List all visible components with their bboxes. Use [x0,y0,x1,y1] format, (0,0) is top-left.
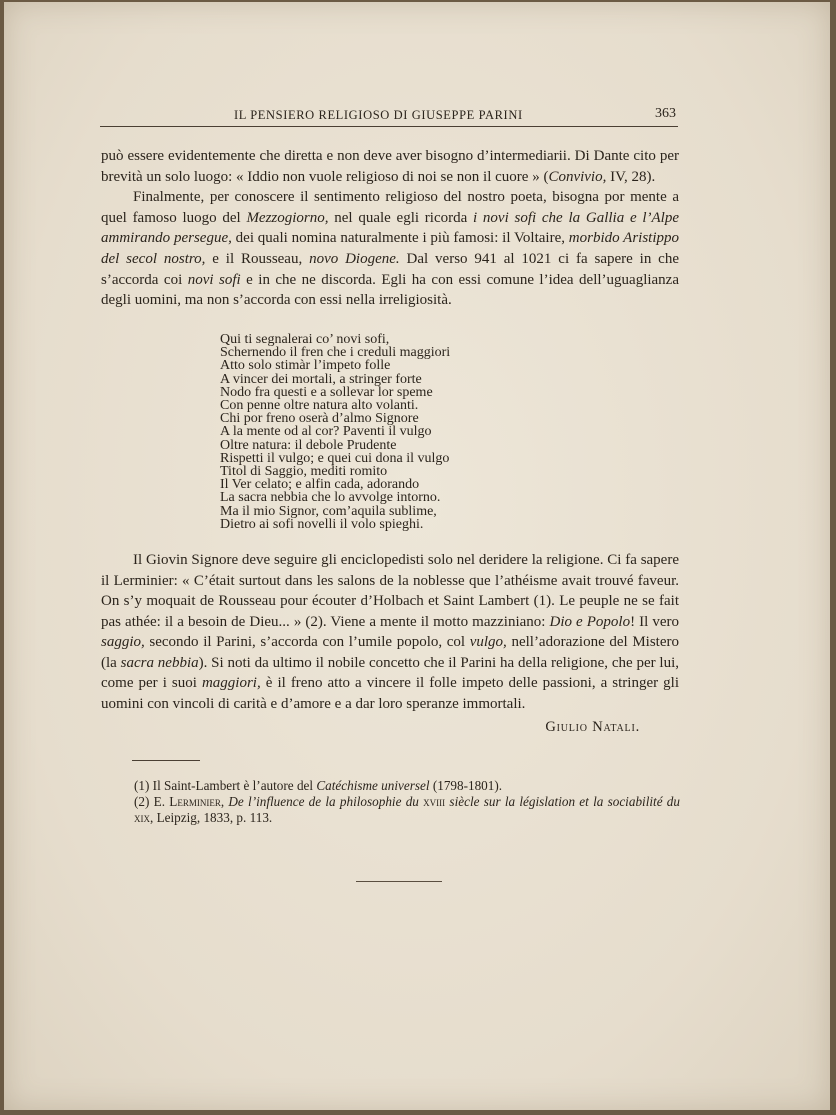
poem-line: Atto solo stimàr l’impeto folle [220,358,391,374]
poem-line: Ma il mio Signor, com’aquila sublime, [220,503,437,519]
author-name: Lerminier, [169,794,225,809]
italic-run: vulgo, [469,634,507,650]
running-header [100,106,678,127]
poem-line: Schernendo il fren che i creduli maggiori [220,345,451,361]
poem-line: Con penne oltre natura alto volanti. [220,398,419,414]
italic-run: novi sofi [187,271,241,288]
text-run: nel quale egli ricorda [328,209,474,226]
text-run: ). Si noti da ultimo il nobile concetto che il Parini ha della religione, che per lui, come per i suoi [101,654,679,691]
poem-quote [220,333,540,531]
poem-line: Titol di Saggio, mediti romito [220,464,388,480]
text-run: ! Il vero [630,613,679,630]
italic-run: morbido Aristippo del secol nostro, [101,230,679,267]
italic-run: saggio, [101,634,145,650]
italic-run: i novi sofi che la Gallia e l’Alpe ammirando persegue, [101,209,679,247]
book-page [4,2,830,1110]
body-text-continued [101,550,679,714]
author-signature: Giulio Natali. [545,719,640,735]
text-run: (1798-1801). [429,778,503,793]
text-run: e in che ne discorda. Egli ha con essi comune l’idea dell’uguaglianza degli uomini, ma non s’accorda con essi nella irreligiosità. [101,271,679,309]
running-title: IL PENSIERO RELIGIOSO DI GIUSEPPE PARINI [234,108,523,122]
poem-line: Chi por freno oserà d’almo Signore [220,411,419,427]
poem-line: La sacra nebbia che lo avvolge intorno. [220,490,441,506]
poem-line: Il Ver celato; e alfin cada, adorando [220,477,420,493]
footnote-1 [120,778,680,794]
end-divider [356,881,442,882]
text-run: Finalmente, per conoscere il sentimento religioso del nostro poeta, bisogna por mente a quel famoso luogo del [101,189,679,226]
paragraph-2 [101,187,679,311]
text-run: Il Giovin Signore deve seguire gli enciclopedisti solo nel deridere la religione. Ci fa sapere il Lerminier: « C’était surtout dans les salons de la noblesse que l’athéisme avait trouvé faveur. On s’y moquait de Rousseau pour écouter d’Holbach et Saint Lambert (1). Le peuple ne se fait pas athée: il a besoin de Dieu... » (2). Viene a mente il motto mazziniano: [101,552,679,630]
italic-run: Convivio, [548,168,607,185]
italic-run: Mezzogiorno, [246,209,329,226]
footnote-divider [132,760,200,761]
page-number: 363 [655,106,676,121]
poem-line: Qui ti segnalerai co’ novi sofi, [220,332,390,347]
poem-line: Rispetti il vulgo; e quei cui dona il vulgo [220,450,450,466]
italic-run: sacra nebbia [120,654,199,671]
text-run: nell’adorazione del Mistero (la [101,634,679,671]
italic-run: novo Diogene. [309,250,400,267]
poem-line: Oltre natura: il debole Prudente [220,437,397,453]
paragraph-3 [101,550,679,714]
text-run: Dal verso 941 al 1021 ci fa sapere in che s’accorda coi [101,250,679,288]
text-run: dei quali nomina naturalmente i più famosi: il Voltaire, [231,230,569,247]
poem-line: Nodo fra questi e a sollevar lor speme [220,384,433,400]
roman-numeral: xviii [423,794,446,809]
text-run: è il freno atto a vincere il folle impeto delle passioni, a stringer gli uomini con vincoli di carità e d’amore e a dar loro speranze immortali. [101,675,679,712]
roman-numeral: xix, [134,810,154,825]
text-run: secondo il Parini, s’accorda con l’umile popolo, col [144,634,470,650]
poem-line: Dietro ai sofi novelli il volo spieghi. [220,516,424,532]
text-run: (1) Il Saint-Lambert è l’autore del [134,778,317,793]
italic-run: Dio e Popolo [549,613,631,630]
italic-run: siècle sur la législation et la sociabilité du [445,794,680,809]
body-text [101,146,679,311]
text-run: può essere evidentemente che diretta e non deve aver bisogno d’intermediarii. Di Dante cito per brevità un solo luogo: « Iddio non vuole religioso di noi se non il cuore » ( [101,148,679,185]
poem-line: A la mente od al cor? Paventi il vulgo [220,424,432,440]
footnote-2 [120,794,680,826]
italic-run: maggiori, [201,675,261,691]
text-run: (2) E. [134,794,170,809]
italic-run: Catéchisme universel [316,778,430,793]
italic-run: De l’influence de la philosophie du [224,794,424,809]
paragraph-1 [101,146,679,187]
text-run: e il Rousseau, [205,250,310,267]
poem-line: A vincer dei mortali, a stringer forte [220,371,422,387]
footnotes [120,778,680,826]
text-run: Leipzig, 1833, p. 113. [153,810,273,825]
text-run: IV, 28). [606,168,656,185]
